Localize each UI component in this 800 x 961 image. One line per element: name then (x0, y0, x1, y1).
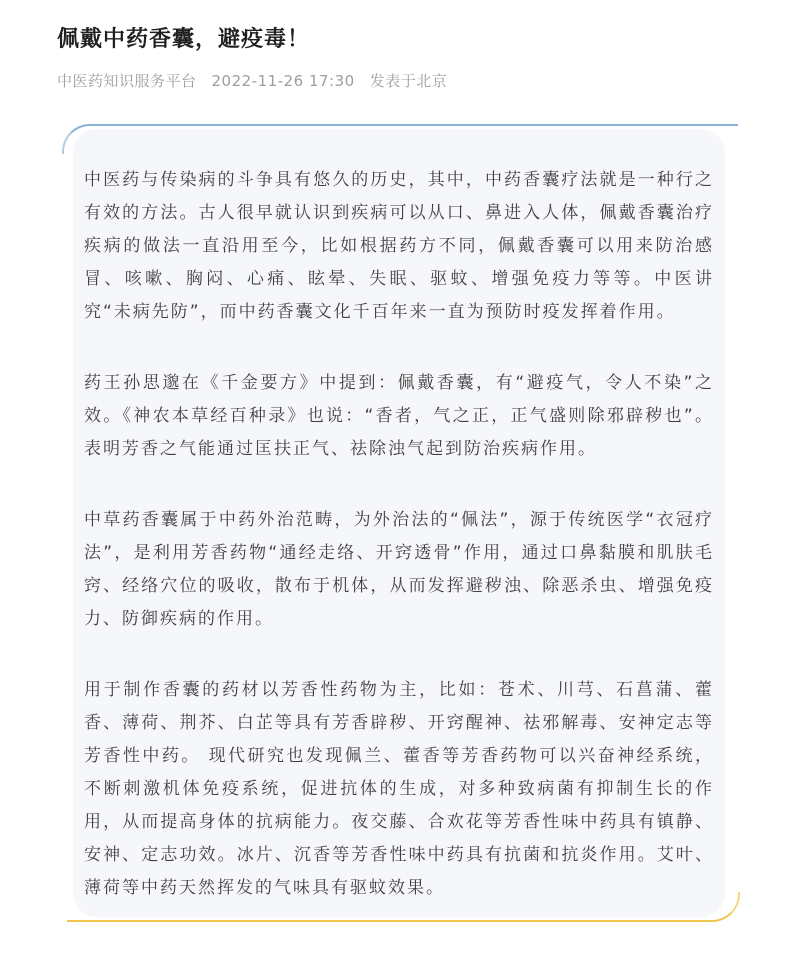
paragraph-herbs: 用于制作香囊的药材以芳香性药物为主，比如：苍术、川芎、石菖蒲、藿香、薄荷、荆芥、白芷等具有芳香辟秽、开窍醒神、祛邪解毒、安神定志等芳香性中药。 现代研究也发现佩兰、藿香等芳香药物可以兴奋神经系统，不断刺激机体免疫系统，促进抗体的生成，对多种致病菌有抑制生长的作用，从而提高身体的抗病能力。夜交藤、合欢花等芳香性味中药具有镇静、安神、定志功效。冰片、沉香等芳香性味中药具有抗菌和抗炎作用。艾叶、薄荷等中药天然挥发的气味具有驱蚊效果。 (84, 680, 714, 898)
article-body-card (73, 129, 725, 917)
article-meta (57, 70, 743, 91)
publish-location: 发表于北京 (369, 72, 448, 90)
article-title: 佩戴中药香囊，避疫毒！ (57, 27, 311, 52)
paragraph-external-therapy: 中草药香囊属于中药外治范畴，为外治法的“佩法”，源于传统医学“衣冠疗法”，是利用芳香药物“通经走络、开窍透骨”作用，通过口鼻黏膜和肌肤毛窍、经络穴位的吸收，散布于机体，从而发挥避秽浊、除恶杀虫、增强免疫力、防御疾病的作用。 (84, 510, 714, 629)
account-name-link[interactable]: 中医药知识服务平台 (57, 72, 197, 90)
content-card-wrapper (73, 129, 725, 917)
publish-datetime: 2022-11-26 17:30 (211, 71, 355, 90)
paragraph-classics: 药王孙思邈在《千金要方》中提到：佩戴香囊，有“避疫气，令人不染”之效。《神农本草经百种录》也说：“香者，气之正，正气盛则除邪辟秽也”。表明芳香之气能通过匡扶正气、祛除浊气起到防治疾病作用。 (84, 373, 714, 459)
paragraph-history: 中医药与传染病的斗争具有悠久的历史，其中，中药香囊疗法就是一种行之有效的方法。古人很早就认识到疾病可以从口、鼻进入人体，佩戴香囊治疗疾病的做法一直沿用至今，比如根据药方不同，佩戴香囊可以用来防治感冒、咳嗽、胸闷、心痛、眩晕、失眠、驱蚊、增强免疫力等等。中医讲究“未病先防”，而中药香囊文化千百年来一直为预防时疫发挥着作用。 (84, 170, 714, 322)
